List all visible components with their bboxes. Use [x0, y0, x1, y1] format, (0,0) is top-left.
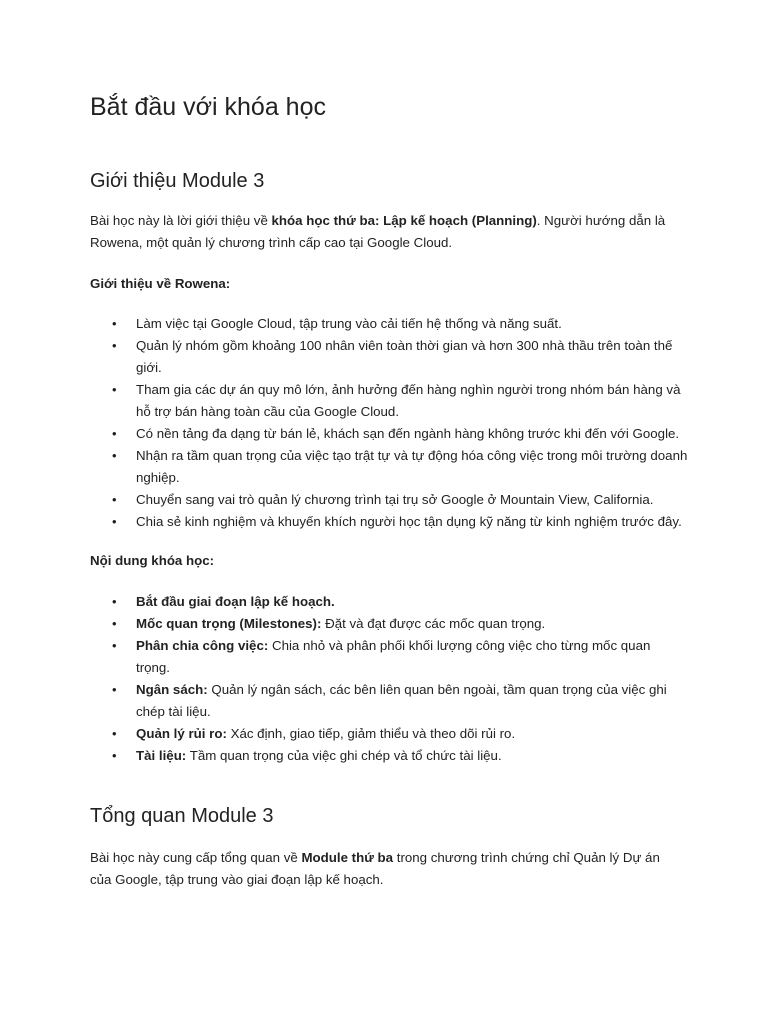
list-item: • Tham gia các dự án quy mô lớn, ảnh hưởng đến hàng nghìn người trong nhóm bán hàng và hỗ trợ bán hàng toàn cầu của Google Cloud.	[90, 379, 690, 423]
list-item: • Làm việc tại Google Cloud, tập trung vào cải tiến hệ thống và năng suất.	[90, 313, 690, 335]
content-item-text: Xác định, giao tiếp, giảm thiểu và theo dõi rủi ro.	[226, 726, 516, 741]
intro-text-end: . Người hướng dẫn là Rowena, một quản lý chương trình cấp cao tại Google Cloud.	[90, 213, 666, 250]
list-item	[90, 723, 670, 745]
list-item	[90, 635, 670, 679]
overview-paragraph	[90, 847, 670, 891]
intro-text-bold: khóa học thứ ba: Lập kế hoạch (Planning)	[271, 213, 537, 228]
list-item	[90, 613, 670, 635]
content-item-text: Đặt và đạt được các mốc quan trọng.	[321, 616, 546, 631]
list-item	[90, 679, 670, 723]
content-item-text: Quản lý ngân sách, các bên liên quan bên ngoài, tầm quan trọng của việc ghi chép tài liệu.	[136, 682, 667, 719]
intro-paragraph	[90, 210, 675, 254]
content-item-text: Chia nhỏ và phân phối khối lượng công việc cho từng mốc quan trọng.	[136, 638, 651, 675]
content-item-text: Tầm quan trọng của việc ghi chép và tổ chức tài liệu.	[186, 748, 502, 763]
content-item-bold: Bắt đầu giai đoạn lập kế hoạch.	[136, 594, 335, 609]
list-item: • Chia sẻ kinh nghiệm và khuyến khích người học tận dụng kỹ năng từ kinh nghiệm trước đây.	[90, 511, 690, 533]
rowena-label: Giới thiệu về Rowena:	[90, 276, 231, 291]
overview-text-start: Bài học này cung cấp tổng quan về	[90, 850, 302, 865]
overview-heading: Tổng quan Module 3	[90, 805, 274, 827]
content-label: Nội dung khóa học:	[90, 553, 215, 568]
content-item-bold: Phân chia công việc:	[136, 638, 269, 653]
content-item-bold: Mốc quan trọng (Milestones):	[136, 616, 322, 631]
list-item	[90, 745, 670, 767]
list-item: • Có nền tảng đa dạng từ bán lẻ, khách sạn đến ngành hàng không trước khi đến với Google.	[90, 423, 690, 445]
content-item-bold: Tài liệu:	[136, 748, 187, 763]
intro-heading: Giới thiệu Module 3	[90, 170, 265, 192]
list-item	[90, 591, 670, 613]
content-item-bold: Ngân sách:	[136, 682, 208, 697]
list-item: • Chuyển sang vai trò quản lý chương trình tại trụ sở Google ở Mountain View, California.	[90, 489, 690, 511]
list-item: • Quản lý nhóm gồm khoảng 100 nhân viên toàn thời gian và hơn 300 nhà thầu trên toàn thế giới.	[90, 335, 690, 379]
overview-text-bold: Module thứ ba	[301, 850, 394, 865]
content-list	[90, 591, 670, 767]
content-item-bold: Quản lý rủi ro:	[136, 726, 227, 741]
rowena-list	[90, 313, 690, 533]
list-item: • Nhận ra tầm quan trọng của việc tạo trật tự và tự động hóa công việc trong môi trường doanh nghiệp.	[90, 445, 690, 489]
page-title: Bắt đầu với khóa học	[90, 93, 326, 121]
overview-text-end: trong chương trình chứng chỉ Quản lý Dự án của Google, tập trung vào giai đoạn lập kế hoạch.	[90, 850, 660, 887]
intro-text-start: Bài học này là lời giới thiệu về	[90, 213, 272, 228]
